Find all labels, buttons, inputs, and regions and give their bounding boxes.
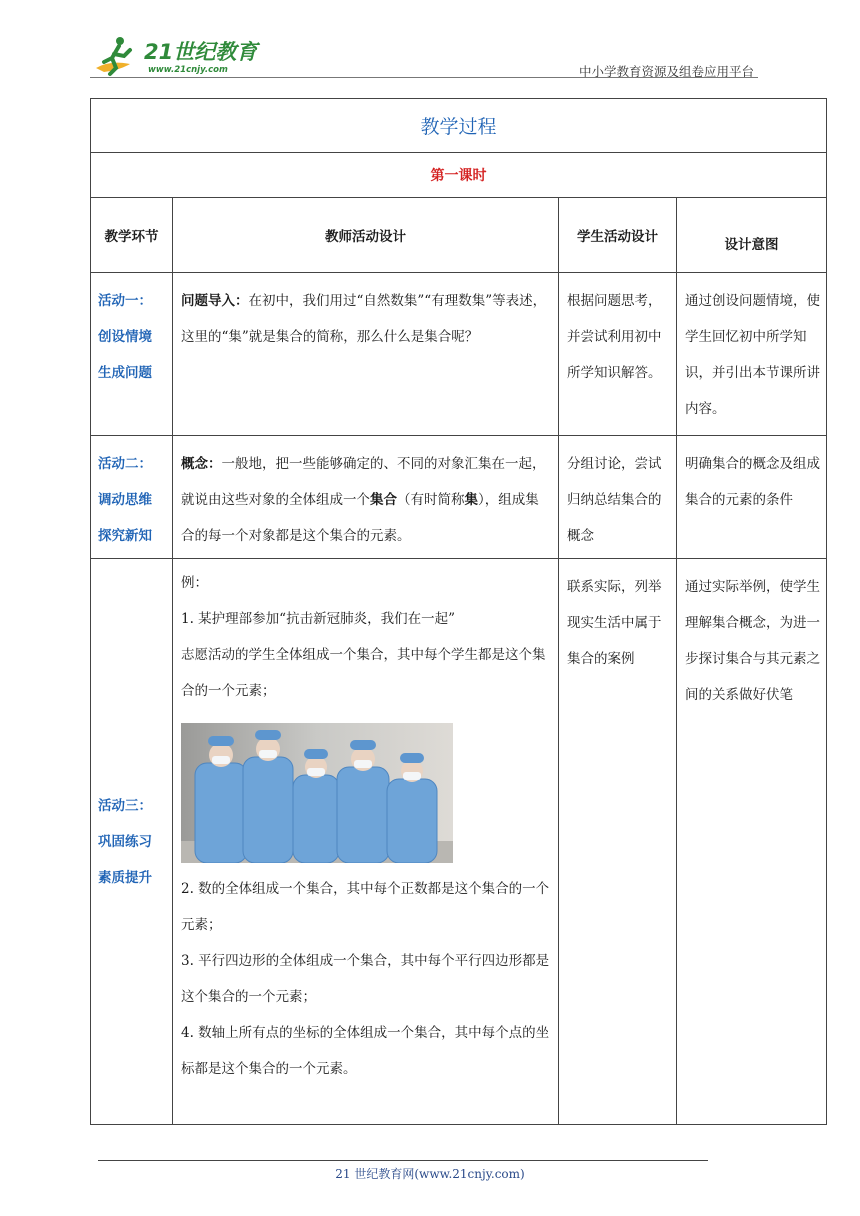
example-item: 3. 平行四边形的全体组成一个集合，其中每个平行四边形都是这个集合的一个元素； <box>181 953 550 1005</box>
table-header-row <box>91 198 827 273</box>
example-item: 4. 数轴上所有点的坐标的全体组成一个集合，其中每个点的坐标都是这个集合的一个元素。 <box>181 1025 550 1077</box>
example-item: 志愿活动的学生全体组成一个集合，其中每个学生都是这个集合的一个元素； <box>181 647 546 699</box>
header-divider <box>90 77 758 78</box>
volunteers-photo <box>181 723 453 863</box>
example-item: 2. 数的全体组成一个集合，其中每个正数都是这个集合的一个元素； <box>181 881 550 933</box>
activity-label: 活动二： 调动思维 探究新知 <box>91 436 173 559</box>
table-row <box>91 273 827 436</box>
column-header: 教师活动设计 <box>173 198 559 273</box>
logo-url: www.21cnjy.com <box>148 65 228 75</box>
student-activity: 根据问题思考，并尝试利用初中所学知识解答。 <box>559 273 677 436</box>
design-intent: 通过实际举例，使学生理解集合概念，为进一步探讨集合与其元素之间的关系做好伏笔 <box>677 559 827 1125</box>
column-header: 学生活动设计 <box>559 198 677 273</box>
activity-label: 活动三： 巩固练习 素质提升 <box>91 559 173 1125</box>
design-intent: 通过创设问题情境，使学生回忆初中所学知识，并引出本节课所讲内容。 <box>677 273 827 436</box>
column-header: 设计意图 <box>677 198 827 273</box>
lesson-table <box>90 98 827 1125</box>
teacher-activity: 问题导入：在初中，我们用过“自然数集”“有理数集”等表述，这里的“集”就是集合的简称，那么什么是集合呢？ <box>173 273 559 436</box>
design-intent: 明确集合的概念及组成集合的元素的条件 <box>677 436 827 559</box>
table-row <box>91 559 827 1125</box>
logo-text: 21世纪教育 <box>144 40 258 64</box>
student-activity: 分组讨论，尝试归纳总结集合的概念 <box>559 436 677 559</box>
page-header <box>90 30 758 82</box>
footer-text: 21 世纪教育网(www.21cnjy.com) <box>335 1167 525 1181</box>
example-label: 例： <box>181 575 208 591</box>
logo <box>90 34 260 78</box>
platform-title: 中小学教育资源及组卷应用平台 <box>578 64 754 79</box>
table-row <box>91 436 827 559</box>
footer-divider <box>98 1160 708 1161</box>
student-activity: 联系实际，列举现实生活中属于集合的案例 <box>559 559 677 1125</box>
table-title: 教学过程 <box>91 99 827 153</box>
teacher-activity <box>173 559 559 1125</box>
column-header: 教学环节 <box>91 198 173 273</box>
activity-label: 活动一： 创设情境 生成问题 <box>91 273 173 436</box>
period-label: 第一课时 <box>91 153 827 198</box>
example-item: 1. 某护理部参加“抗击新冠肺炎，我们在一起” <box>181 611 455 627</box>
runner-logo-icon <box>90 34 146 78</box>
teacher-activity: 概念：一般地，把一些能够确定的、不同的对象汇集在一起，就说由这些对象的全体组成一个集合（有时简称集），组成集合的每一个对象都是这个集合的元素。 <box>173 436 559 559</box>
